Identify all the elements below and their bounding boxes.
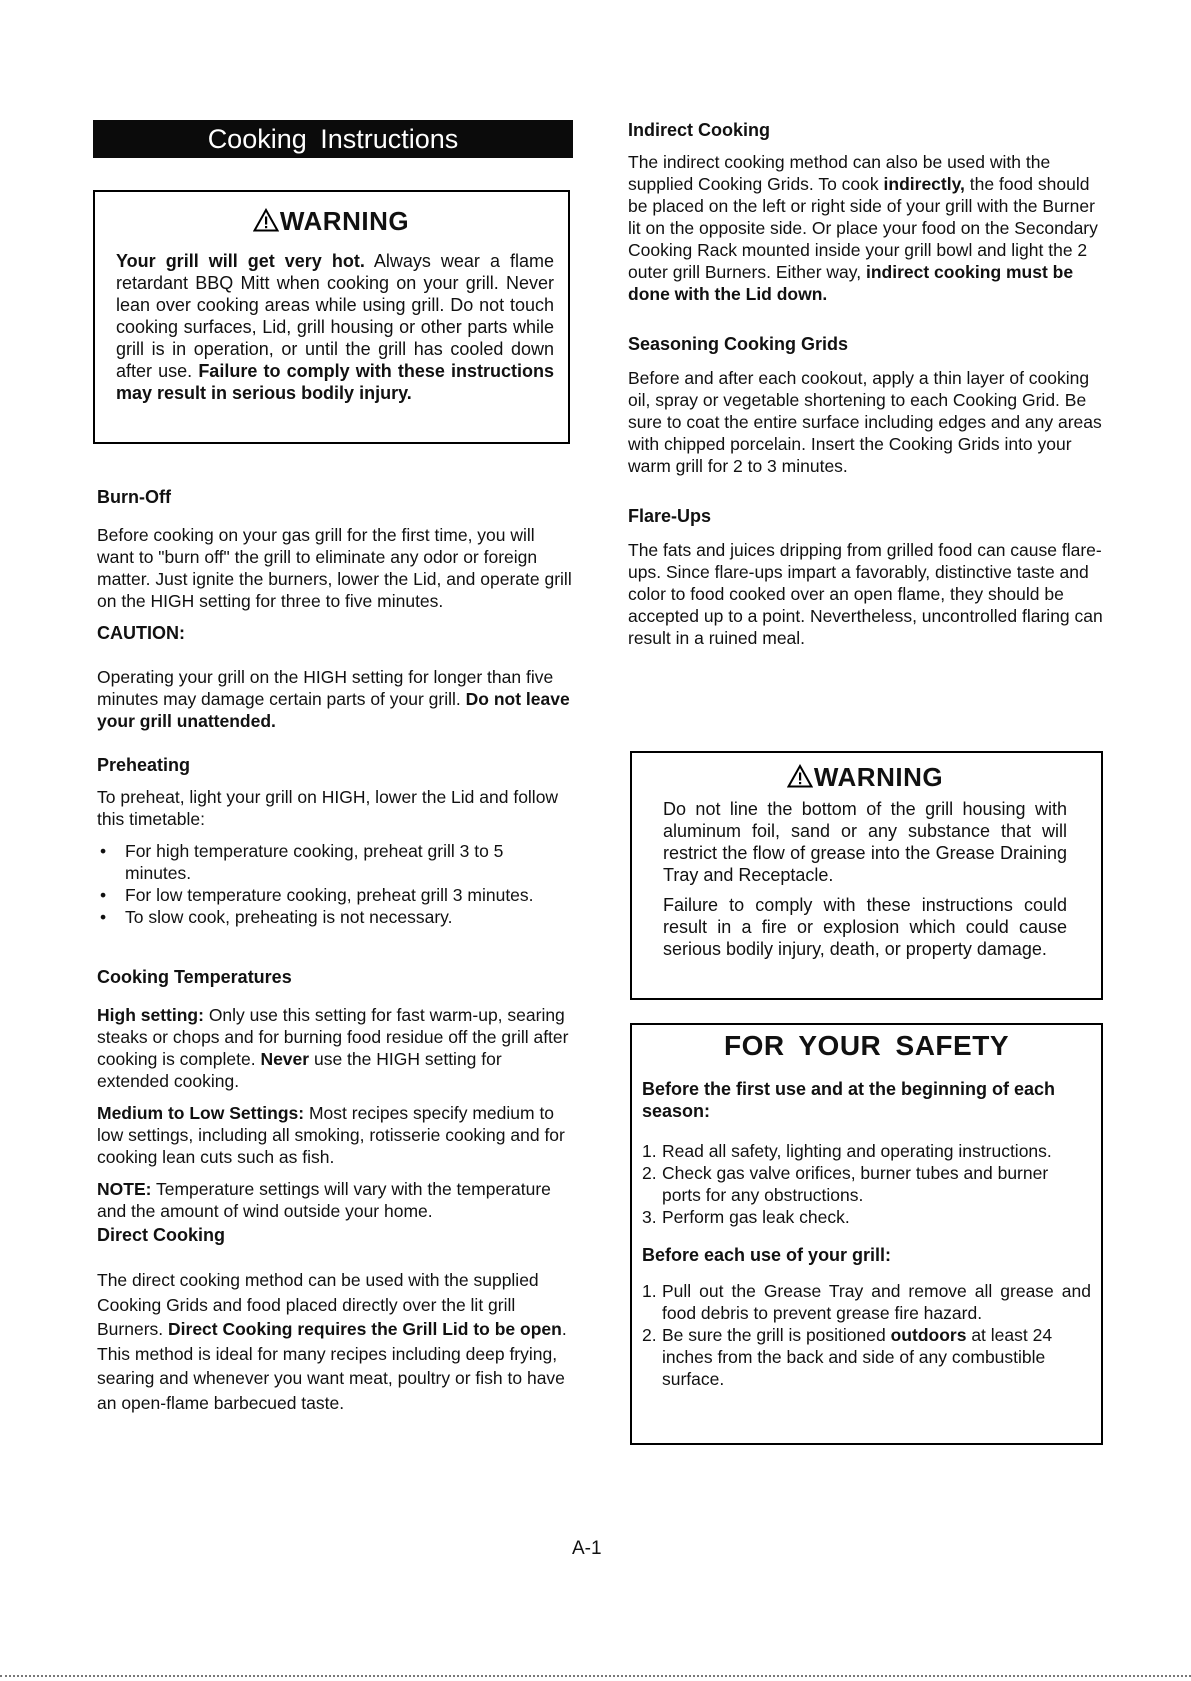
list-item: 3. Perform gas leak check. [642,1207,850,1227]
preheating-list [97,840,572,928]
warning-box-heat [93,190,570,444]
list-item: 2. Check gas valve orifices, burner tubes and burner ports for any obstructions. [642,1163,1049,1205]
warning-foil-consequence: Failure to comply with these instructions could result in a fire or explosion which could cause serious bodily injury, death, or property damage. [663,895,1067,959]
safety-list-season [642,1140,1091,1228]
warning-heading: WARNING [108,206,554,238]
safety-subheading-each-use: Before each use of your grill: [642,1245,892,1265]
high-setting-text: High setting: Only use this setting for fast warm-up, searing steaks or chops and for burning food residue off the grill after cooking is complete. Never use the HIGH setting for extended cooking. [97,1005,569,1091]
flare-ups-heading: Flare-Ups [628,506,712,526]
warning-heat-text: Your grill will get very hot. Always wear a flame retardant BBQ Mitt when cooking on your grill. Never lean over cooking areas while using grill. Do not touch cooking surfaces, Lid, grill housing or other parts while grill is in operation, or until the grill has cooled down after use. Failure to comply with these instructions may result in serious bodily injury. [116,251,555,403]
warning-heading: WARNING [663,762,1067,794]
list-item: • For low temperature cooking, preheat grill 3 minutes. [97,884,572,906]
medium-setting-text: Medium to Low Settings: Most recipes specify medium to low settings, including all smoking, rotisserie cooking and for cooking lean cuts such as fish. [97,1103,565,1167]
list-item: • To slow cook, preheating is not necessary. [97,906,572,928]
caution-heading: CAUTION: [97,623,185,643]
page-number: A-1 [572,1538,602,1559]
seasoning-heading: Seasoning Cooking Grids [628,334,849,354]
seasoning-text: Before and after each cookout, apply a thin layer of cooking oil, spray or vegetable shortening to each Cooking Grid. Be sure to coat the entire surface including edges and any areas with chipped porcelain. Insert the Cooking Grids into your warm grill for 2 to 3 minutes. [628,368,1102,476]
warning-triangle-icon [253,208,279,238]
indirect-cooking-text: The indirect cooking method can also be used with the supplied Cooking Grids. To cook indirectly, the food should be placed on the left or right side of your grill with the Burner lit on the opposite side. Or place your food on the Secondary Cooking Rack mounted inside your grill bowl and light the 2 outer grill Burners. Either way, indirect cooking must be done with the Lid down. [628,152,1098,304]
burn-off-heading: Burn-Off [97,487,171,507]
warning-box-foil [630,751,1103,1000]
list-item: • For high temperature cooking, preheat grill 3 to 5 minutes. [97,840,572,884]
list-item: 1. Read all safety, lighting and operating instructions. [642,1141,1052,1161]
safety-heading: FOR YOUR SAFETY [723,1030,1009,1061]
cooking-temperatures-heading: Cooking Temperatures [97,967,292,987]
left-column [97,486,572,1415]
warning-foil-text: Do not line the bottom of the grill housing with aluminum foil, sand or any substance that will restrict the flow of grease into the Grease Draining Tray and Receptacle. [663,799,1067,885]
note-text: NOTE: Temperature settings will vary with the temperature and the amount of wind outside your home. [97,1179,551,1221]
list-item: 1. Pull out the Grease Tray and remove all grease and food debris to prevent grease fire hazard. [642,1281,1091,1323]
preheating-intro: To preheat, light your grill on HIGH, lower the Lid and follow this timetable: [97,787,559,829]
preheating-heading: Preheating [97,755,191,775]
flare-ups-text: The fats and juices dripping from grilled food can cause flare-ups. Since flare-ups impart a favorably, distinctive taste and color to food cooked over an open flame, they should be accepted up to a point. Nevertheless, uncontrolled flaring can result in a ruined meal. [628,540,1103,648]
page-banner: Cooking Instructions [93,120,573,158]
burn-off-text: Before cooking on your gas grill for the first time, you will want to "burn off" the grill to eliminate any odor or foreign matter. Just ignite the burners, lower the Lid, and operate grill on the HIGH setting for three to five minutes. [97,525,572,611]
caution-text: Operating your grill on the HIGH setting for longer than five minutes may damage certain parts of your grill. Do not leave your grill unattended. [97,667,570,731]
bottom-divider [0,1675,1191,1677]
safety-subheading-season: Before the first use and at the beginning of each season: [642,1079,1056,1121]
safety-box [630,1023,1103,1445]
direct-cooking-text: The direct cooking method can be used with the supplied Cooking Grids and food placed directly over the lit grill Burners. Direct Cooking requires the Grill Lid to be open. This method is ideal for many recipes including deep frying, searing and whenever you want meat, poultry or fish to have an open-flame barbecued taste. [97,1270,567,1413]
list-item: 2. Be sure the grill is positioned outdoors at least 24 inches from the back and side of any combustible surface. [642,1325,1053,1389]
indirect-cooking-heading: Indirect Cooking [628,120,771,140]
right-column [628,119,1106,649]
safety-list-each-use [642,1280,1091,1390]
direct-cooking-heading: Direct Cooking [97,1225,226,1245]
warning-triangle-icon [787,764,813,794]
